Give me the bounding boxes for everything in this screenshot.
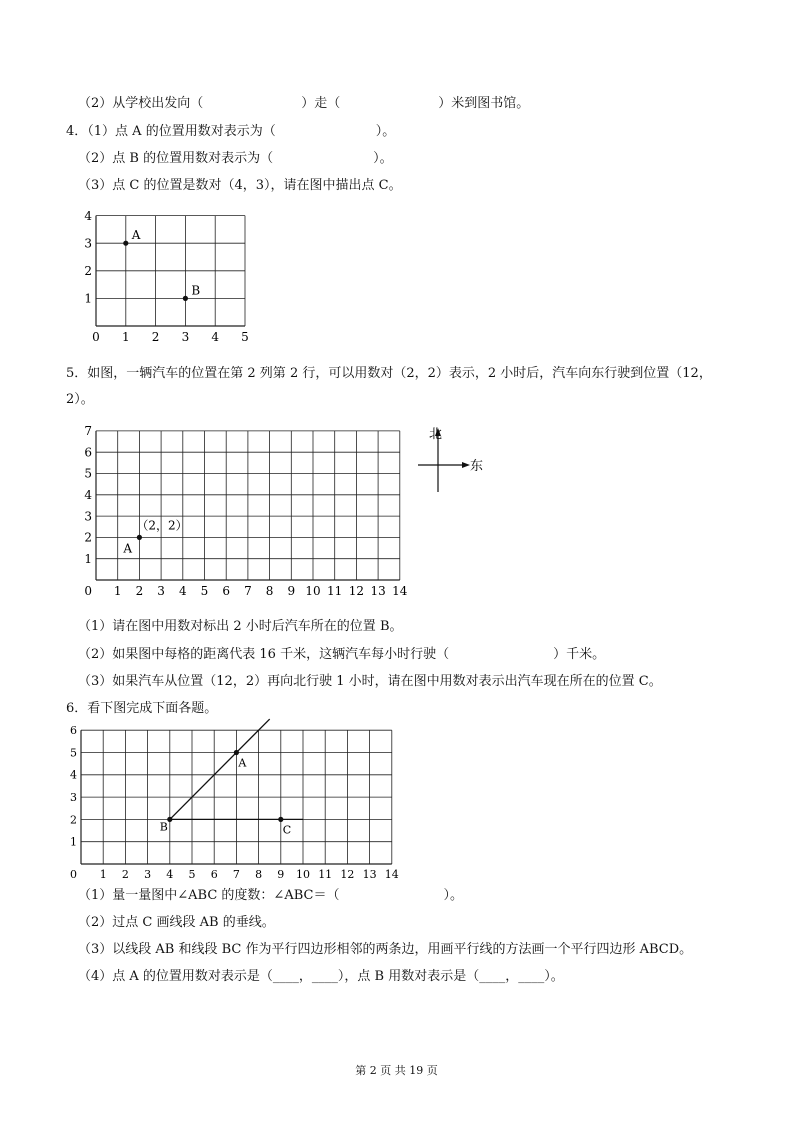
text: （2）从学校出发向（ [78, 96, 204, 111]
x-tick-label: 1 [121, 330, 130, 344]
x-tick-label: 5 [241, 330, 249, 344]
x-tick-label: 3 [144, 868, 152, 881]
text: 4．（1）点 A 的位置用数对表示为（ [66, 124, 276, 139]
y-tick-label: 3 [84, 236, 92, 251]
y-tick-label: 2 [84, 264, 92, 278]
y-tick-label: 2 [70, 813, 77, 827]
x-tick-label: 9 [277, 868, 285, 881]
x-tick-label: 14 [384, 868, 399, 881]
point-label-c: C [282, 823, 292, 837]
x-tick-label: 4 [178, 584, 187, 598]
x-tick-label: 4 [211, 330, 220, 344]
x-tick-label: 7 [244, 584, 252, 598]
text: （1）量一量图中∠ABC 的度数：∠ABC＝（ [78, 888, 340, 903]
x-tick-label: 8 [265, 584, 274, 598]
point-c [278, 817, 283, 822]
point-label-b: B [159, 820, 168, 834]
x-tick-label: 2 [135, 584, 144, 598]
x-tick-label: 0 [92, 330, 100, 344]
text: ）走（ [301, 96, 341, 111]
x-tick-label: 12 [340, 868, 355, 881]
text: （2）点 B 的位置用数对表示为（ [78, 151, 274, 166]
q6-sub4: （4）点 A 的位置用数对表示是（____，____），点 B 用数对表示是（____，____）。 [78, 969, 564, 984]
text: （2）如果图中每格的距离代表 16 千米，这辆汽车每小时行驶（ [78, 647, 450, 662]
x-tick-label: 7 [232, 868, 240, 881]
point-label-a: A [238, 756, 247, 770]
x-tick-label: 3 [157, 584, 165, 598]
q5-sub3: （3）如果汽车从位置（12，2）再向北行驶 1 小时，请在图中用数对表示出汽车现在所在的位置 C。 [78, 674, 662, 689]
y-tick-label: 5 [84, 466, 92, 481]
x-tick-label: 10 [296, 868, 310, 881]
y-tick-label: 1 [70, 835, 77, 849]
x-tick-label: 9 [287, 584, 296, 598]
y-tick-label: 6 [70, 724, 77, 738]
text: ）。 [443, 888, 463, 903]
y-tick-label: 3 [70, 790, 77, 804]
q5-sub1: （1）请在图中用数对标出 2 小时后汽车所在的位置 B。 [78, 619, 403, 634]
text: ）。 [373, 151, 393, 166]
x-tick-label: 6 [222, 584, 231, 598]
x-tick-label: 10 [305, 584, 321, 598]
x-tick-label: 2 [121, 868, 129, 881]
y-tick-label: 3 [84, 509, 92, 524]
x-tick-label: 3 [181, 330, 190, 344]
x-tick-label: 11 [327, 584, 343, 598]
x-tick-label: 14 [392, 584, 408, 598]
x-tick-label: 12 [348, 584, 365, 598]
x-tick-label: 1 [113, 584, 122, 598]
y-tick-label: 1 [84, 291, 92, 306]
point-label-a: A [123, 541, 133, 556]
text: ）。 [375, 124, 396, 139]
x-tick-label: 13 [370, 584, 386, 598]
x-tick-label: 13 [362, 868, 377, 881]
q6-sub2: （2）过点 C 画线段 AB 的垂线。 [78, 915, 275, 930]
point-coord-label: （2，2） [136, 518, 188, 533]
point-b [167, 817, 172, 822]
y-tick-label: 5 [70, 746, 77, 760]
q6-sub3: （3）以线段 AB 和线段 BC 作为平行四边形相邻的两条边，用画平行线的方法画一个平行四边形 ABCD。 [78, 942, 693, 957]
q4-sub3: （3）点 C 的位置是数对（4，3），请在图中描出点 C。 [78, 178, 402, 193]
x-tick-label: 6 [210, 868, 218, 881]
q6-sub1 [78, 888, 463, 904]
y-tick-label: 6 [84, 445, 92, 460]
x-tick-label: 8 [255, 868, 263, 881]
q5-intro: 5．如图，一辆汽车的位置在第 2 列第 2 行，可以用数对（2，2）表示，2 小时后，汽车向东行驶到位置（12， [66, 366, 712, 381]
x-tick-label: 0 [84, 584, 92, 598]
y-tick-label: 4 [70, 768, 77, 782]
point-a [234, 750, 239, 755]
x-tick-label: 1 [99, 868, 107, 881]
text: ）米到图书馆。 [438, 96, 530, 111]
x-tick-label: 5 [188, 868, 196, 881]
text: ）千米。 [553, 647, 606, 662]
x-tick-label: 5 [200, 584, 209, 598]
point-label-a: A [131, 228, 141, 243]
x-tick-label: 11 [318, 868, 333, 881]
q6-title: 6．看下图完成下面各题。 [66, 701, 218, 716]
page-footer: 第 2 页 共 19 页 [355, 1064, 438, 1077]
y-tick-label: 4 [84, 488, 92, 502]
y-tick-label: 4 [84, 208, 92, 223]
y-tick-label: 7 [84, 424, 92, 439]
compass-north: 北 [429, 427, 443, 442]
x-tick-label: 0 [70, 868, 77, 881]
y-tick-label: 2 [84, 530, 92, 545]
q5-intro-cont: 2）。 [66, 392, 94, 407]
point-label-b: B [191, 283, 201, 298]
compass-east: 东 [470, 459, 484, 474]
x-tick-label: 4 [166, 868, 174, 881]
ray-ba [170, 719, 270, 819]
y-tick-label: 1 [84, 551, 92, 566]
x-tick-label: 2 [151, 330, 160, 344]
